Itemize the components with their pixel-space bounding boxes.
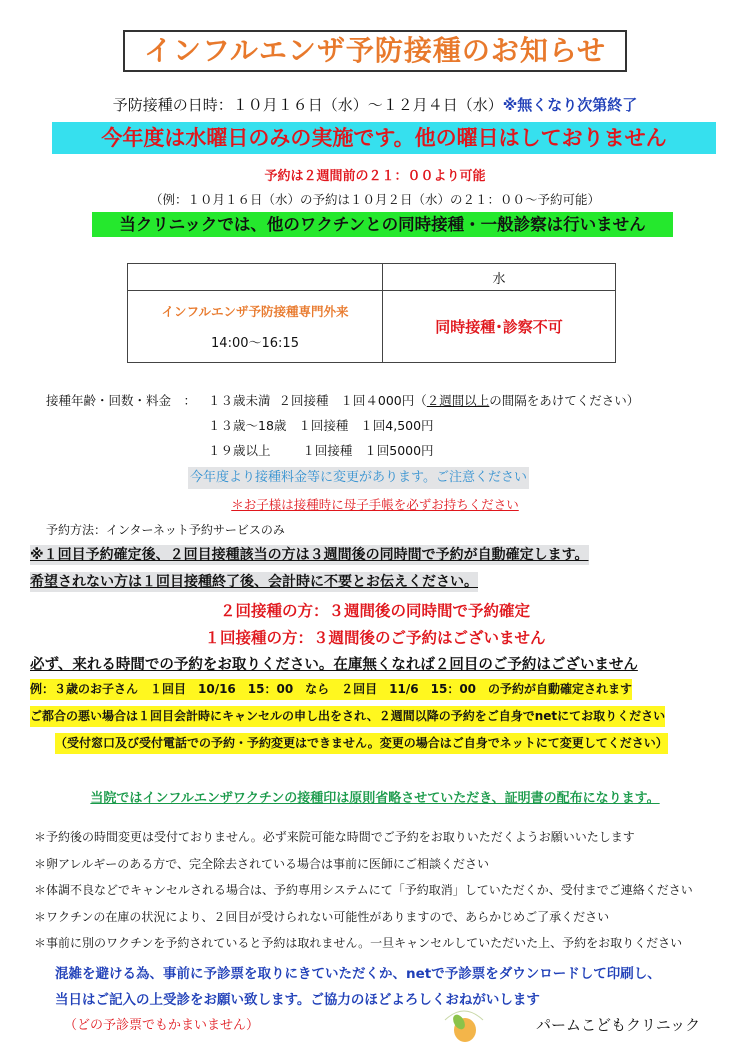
note-item: ＊予約後の時間変更は受付ておりません。必ず来院可能な時間でご予約をお取りいただくようお願いいたします [34,830,635,844]
note-item: ＊体調不良などでキャンセルされる場合は、予約専用システムにて「予約取消」していただくか、受付までご連絡ください [34,883,693,897]
crowd-notice-line-1: 混雑を避ける為、事前に予診票を取りにきていただくか、netで予診票をダウンロードして印刷し、 [55,966,661,982]
fee-price: １回4,500円 [360,418,434,433]
wednesday-only-banner: 今年度は水曜日のみの実施です。他の曜日はしておりません [52,122,716,154]
cancel-instructions: ご都合の悪い場合は１回目会計時にキャンセルの申し出をされ、２週間以降の予約をご自身でnetにてお取りください [30,706,665,727]
no-phone-booking: （受付窓口及び受付電話での予約・予約変更はできません。変更の場合はご自身でネットにて変更してください） [55,733,668,754]
fee-label: 接種年齢・回数・料金 ： [46,393,197,408]
department-hours: 14:00～16:15 [211,336,299,351]
certificate-notice: 当院ではインフルエンザワクチンの接種印は原則省略させていただき、証明書の配布になります。 [90,791,660,806]
fee-age: １９歳以上 [208,443,271,458]
fee-change-notice: 今年度より接種料金等に変更があります。ご注意ください [188,467,529,489]
fee-age: １３歳～18歳 [208,418,287,433]
handbook-notice: ＊お子様は接種時に母子手帳を必ずお持ちください [231,497,519,512]
dates-text: 予防接種の日時：１０月１６日（水）～１２月４日（水） [112,96,503,114]
fee-doses: ２回接種 [278,393,329,408]
dates-note: ※無くなり次第終了 [502,96,638,114]
department-name: インフルエンザ予防接種専門外来 [161,304,349,319]
clinic-name: パームこどもクリニック [536,1016,701,1034]
auto-confirm-line-2: 希望されない方は１回目接種終了後、会計時に不要とお伝えください。 [30,574,478,590]
fee-note-interval: ２週間以上 [426,393,490,408]
fee-row [46,438,639,463]
note-item: ＊ワクチンの在庫の状況により、２回目が受けられない可能性がありますので、あらかじめご了承ください [34,909,610,924]
auto-confirm-line-1: ※１回目予約確定後、２回目接種該当の方は３週間後の同時間で予約が自動確定します。 [30,547,589,563]
schedule-restriction: 同時接種･診察不可 [383,291,616,363]
reservation-start: 予約は２週間前の２１：００より可能 [264,169,486,184]
note-item: ＊卵アレルギーのある方で、完全除去されている場合は事前に医師にご相談ください [34,856,489,871]
fee-row [46,413,639,438]
reservation-example: （例：１０月１６日（水）の予約は１０月２日（水）の２１：００～予約可能） [149,192,600,207]
fee-price: １回４000円 [340,393,415,408]
fee-note-open: （ [414,393,427,408]
fee-note-close: の間隔をあけてください） [489,393,640,408]
vaccination-dates [0,94,750,115]
schedule-department-cell [128,291,383,363]
fee-list [46,388,639,463]
clinic-logo-icon [441,1006,487,1048]
schedule-header-empty [128,264,383,291]
fee-age: １３歳未満 [208,393,271,408]
must-book-notice: 必ず、来れる時間での予約をお取りください。在庫無くなれば２回目のご予約はございません [30,657,638,673]
fee-doses: １回接種 [298,418,349,433]
reservation-method: 予約方法：インターネット予約サービスのみ [46,523,285,537]
one-dose-info: １回接種の方：３週間後のご予約はございません [204,629,546,647]
any-form-note: （どの予診票でもかまいません） [64,1018,260,1033]
fee-row [46,388,639,413]
schedule-header-row [128,264,616,291]
two-dose-info: ２回接種の方：３週間後の同時間で予約確定 [219,602,530,620]
note-item: ＊事前に別のワクチンを予約されていると予約は取れません。一旦キャンセルしていただいた上、予約をお取りください [34,936,683,950]
schedule-body-row [128,291,616,363]
notes-list [34,824,693,957]
no-simultaneous-banner: 当クリニックでは、他のワクチンとの同時接種・一般診察は行いません [92,212,673,237]
schedule-header-day: 水 [383,264,616,291]
schedule-table [127,263,616,363]
fee-doses: １回接種 [302,443,353,458]
fee-price: １回5000円 [364,443,434,458]
auto-confirm-example: 例：３歳のお子さん １回目 10/16 15：00 なら ２回目 11/6 15：00 の予約が自動確定されます [30,679,632,700]
page-title: インフルエンザ予防接種のお知らせ [123,30,627,72]
crowd-notice-line-2: 当日はご記入の上受診をお願い致します。ご協力のほどよろしくおねがいします [55,992,540,1008]
